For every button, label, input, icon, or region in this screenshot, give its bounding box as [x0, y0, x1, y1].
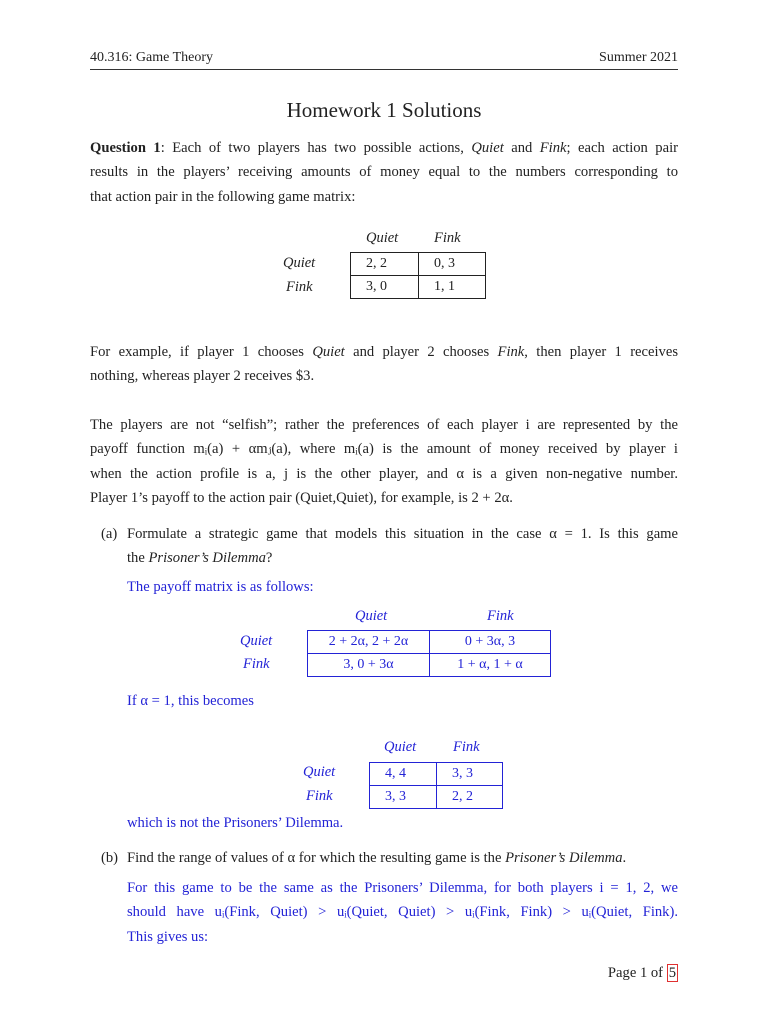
part-a-pd: Prisoner’s Dilemma — [148, 550, 266, 567]
m3-cell: 3, 3 — [370, 786, 437, 809]
part-a-answer-1: The payoff matrix is as follows: — [127, 579, 314, 595]
example-paragraph — [90, 340, 678, 389]
players-line4: Player 1’s payoff to the action pair (Quiet,Quiet), for example, is 2 + 2α. — [90, 489, 513, 506]
m1-cell: 1, 1 — [419, 276, 486, 299]
m1-row-quiet: Quiet — [283, 255, 316, 271]
part-a-line1: Formulate a strategic game that models this situation in the case α = 1. Is this game — [127, 526, 678, 542]
example-text-a: For example, if player 1 chooses — [90, 344, 313, 360]
example-fink: Fink — [497, 344, 525, 360]
q1-and: and — [503, 140, 540, 156]
part-a-question — [127, 522, 678, 571]
part-b-text-a: Find the range of values of α for which the resulting game is the — [127, 850, 506, 866]
m2-col-fink: Fink — [487, 608, 514, 624]
part-a-answer-3: which is not the Prisoners’ Dilemma. — [127, 815, 344, 831]
page-title: Homework 1 Solutions — [286, 98, 482, 122]
m3-cell: 4, 4 — [370, 763, 437, 786]
q1-text-a: : Each of two players has two possible actions, — [160, 140, 472, 156]
m3-row-quiet: Quiet — [303, 764, 336, 780]
m2-row-quiet: Quiet — [240, 633, 273, 649]
part-a-text-b: ? — [265, 550, 273, 567]
term-header: Summer 2021 — [599, 50, 678, 65]
part-b-answer — [127, 876, 678, 949]
part-a-text-a: the — [127, 550, 149, 567]
example-text-c: , then player 1 receives — [524, 344, 679, 360]
part-b-text-b: . — [622, 850, 627, 866]
part-b-answer-line2: should have uᵢ(Fink, Quiet) > uᵢ(Quiet, Quiet) > uᵢ(Fink, Fink) > uᵢ(Quiet, Fink). — [127, 904, 678, 921]
game-matrix-3 — [369, 762, 503, 809]
example-line2: nothing, whereas player 2 receives $3. — [90, 368, 315, 385]
m1-cell: 3, 0 — [351, 276, 419, 299]
m3-cell: 3, 3 — [437, 763, 503, 786]
m2-row-fink: Fink — [243, 656, 270, 672]
part-b-pd: Prisoner’s Dilemma — [505, 850, 623, 866]
players-line2: payoff function mᵢ(a) + αmⱼ(a), where mᵢ(a) is the amount of money received by player i — [90, 441, 678, 458]
q1-intro-line2: results in the players’ receiving amounts of money equal to the numbers corresponding to — [90, 164, 678, 181]
part-a-line2 — [127, 546, 678, 570]
q1-intro-line3: that action pair in the following game matrix: — [90, 188, 356, 205]
m3-cell: 2, 2 — [437, 786, 503, 809]
m2-cell: 1 + α, 1 + α — [430, 654, 551, 677]
course-header: 40.316: Game Theory — [90, 50, 213, 65]
m2-cell: 0 + 3α, 3 — [430, 631, 551, 654]
example-line1 — [90, 340, 678, 364]
m3-row-fink: Fink — [306, 788, 333, 804]
game-matrix-2 — [307, 630, 551, 677]
q1-intro-line1 — [90, 136, 678, 160]
total-pages-link[interactable]: 5 — [668, 965, 676, 981]
example-text-b: and player 2 chooses — [344, 344, 498, 360]
m2-cell: 2 + 2α, 2 + 2α — [308, 631, 430, 654]
q1-label: Question 1 — [90, 140, 161, 156]
players-line3: when the action profile is a, j is the other player, and α is a given non-negative number. — [90, 465, 678, 482]
game-matrix-1 — [350, 252, 486, 299]
page-label: Page 1 of — [607, 965, 667, 981]
m1-row-fink: Fink — [286, 279, 313, 295]
m1-cell: 0, 3 — [419, 253, 486, 276]
m3-col-fink: Fink — [453, 739, 480, 755]
part-b-marker: (b) — [101, 850, 119, 866]
m1-col-fink: Fink — [434, 230, 461, 246]
m2-cell: 3, 0 + 3α — [308, 654, 430, 677]
players-paragraph — [90, 413, 678, 510]
players-line1: The players are not “selfish”; rather the preferences of each player i are represented by the — [90, 417, 678, 433]
q1-text-b: ; each action pair — [566, 140, 678, 156]
example-quiet: Quiet — [312, 344, 345, 360]
q1-intro — [90, 136, 678, 209]
m3-col-quiet: Quiet — [384, 739, 417, 755]
part-b-question — [127, 846, 678, 870]
m1-cell: 2, 2 — [351, 253, 419, 276]
m1-col-quiet: Quiet — [366, 230, 399, 246]
part-b-answer-line1: For this game to be the same as the Prisoners’ Dilemma, for both players i = 1, 2, we — [127, 880, 678, 896]
m2-col-quiet: Quiet — [355, 608, 388, 624]
q1-fink: Fink — [539, 140, 567, 156]
part-b-answer-line3: This gives us: — [127, 928, 209, 945]
page-footer — [608, 965, 678, 982]
q1-quiet: Quiet — [471, 140, 504, 156]
part-a-marker: (a) — [101, 526, 118, 542]
part-a-answer-2: If α = 1, this becomes — [127, 693, 254, 709]
header-rule — [90, 69, 678, 70]
